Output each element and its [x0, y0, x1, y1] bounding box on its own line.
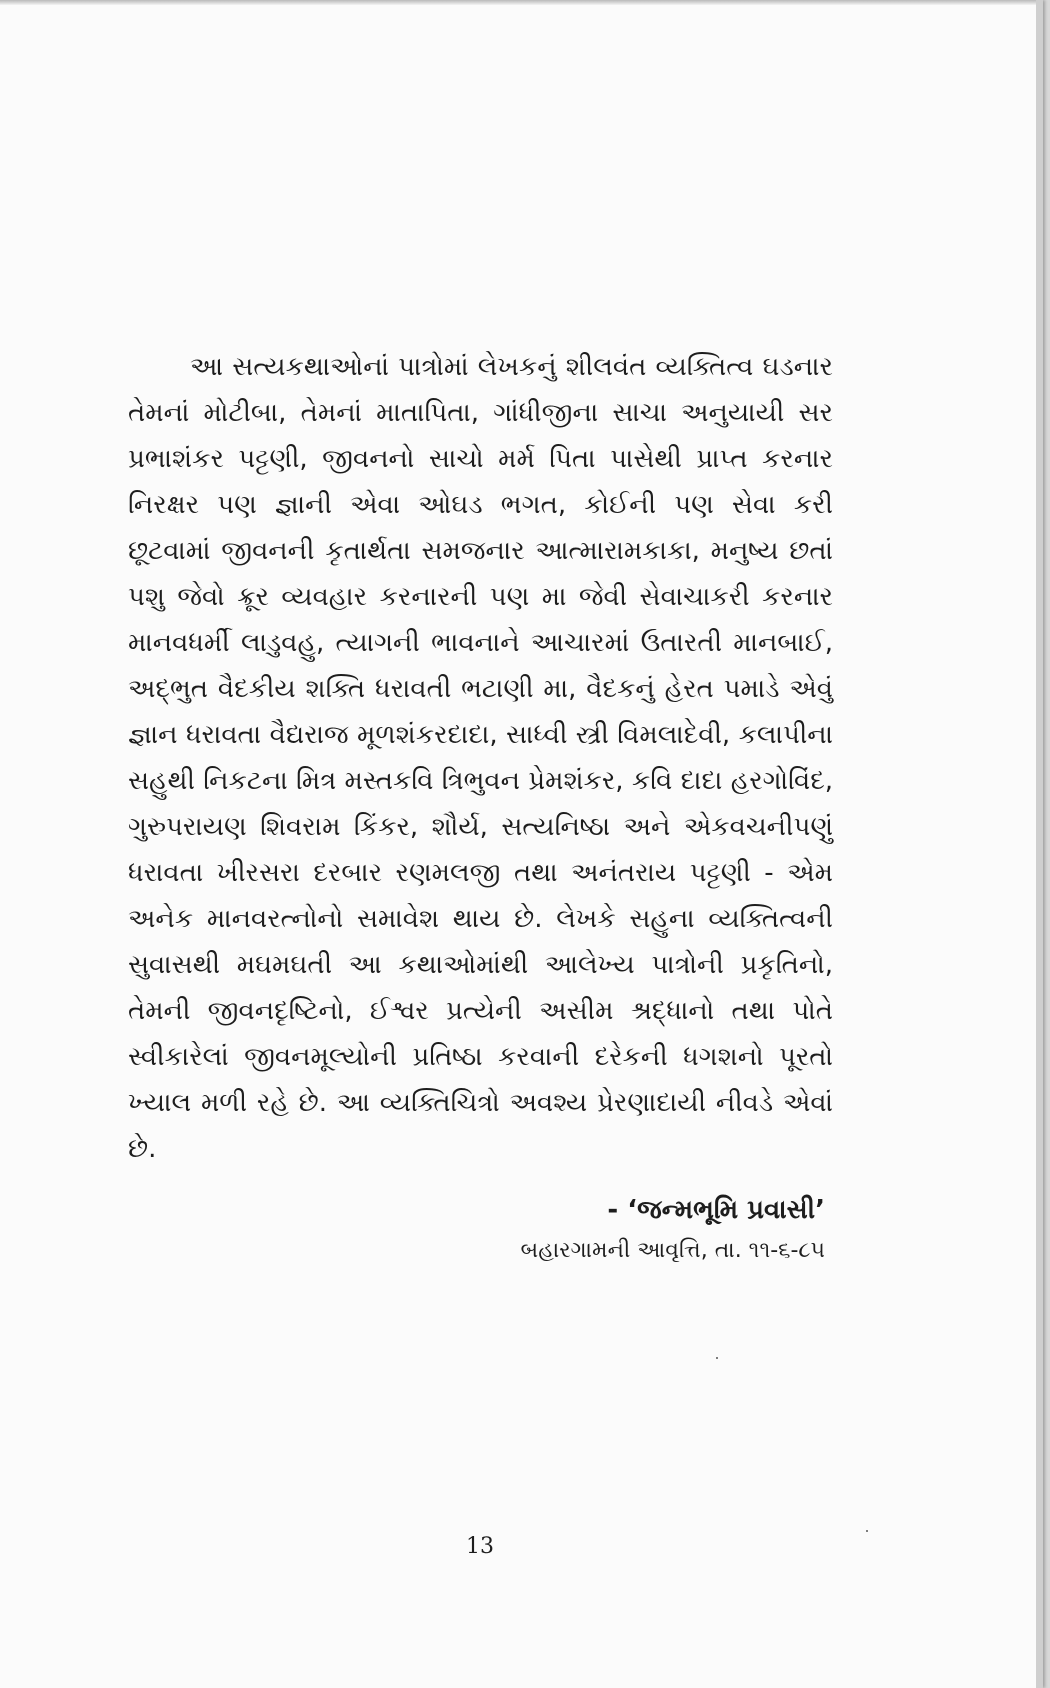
attribution-block — [521, 1190, 825, 1270]
page-number: 13 — [466, 1534, 494, 1559]
scan-speck — [866, 1530, 868, 1532]
attribution-edition: બહારગામની આવૃત્તિ, તા. ૧૧-૬-૮૫ — [520, 1238, 825, 1263]
attribution-signature: - ‘જન્મભૂમિ પ્રવાસી’ — [607, 1195, 825, 1225]
body-paragraph: આ સત્યકથાઓનાં પાત્રોમાં લેખકનું શીલવંત વ્યક્તિત્વ ઘડનાર તેમનાં મોટીબા, તેમનાં માતાપિતા, ગાંધીજીના સાચા અનુયાયી સર પ્રભાશંકર પટ્ટણી, જીવનનો સાચો મર્મ પિતા પાસેથી પ્રાપ્ત કરનાર નિરક્ષર પણ જ્ઞાની એવા ઓઘડ ભગત, કોઈની પણ સેવા કરી છૂટવામાં જીવનની કૃતાર્થતા સમજનાર આત્મારામકાકા, મનુષ્ય છતાં પશુ જેવો ક્રૂર વ્યવહાર કરનારની પણ મા જેવી સેવાચાકરી કરનાર માનવધર્મી લાડુવહુ, ત્યાગની ભાવનાને આચારમાં ઉતારતી માનબાઈ, અદ્ભુત વૈદકીય શક્તિ ધરાવતી ભટાણી મા, વૈદકનું હેરત પમાડે એવું જ્ઞાન ધરાવતા વૈદ્યરાજ મૂળશંકરદાદા, સાધ્વી સ્ત્રી વિમલાદેવી, કલાપીના સહુથી નિકટના મિત્ર મસ્તકવિ ત્રિભુવન પ્રેમશંકર, કવિ દાદા હરગોવિંદ, ગુરુપરાયણ શિવરામ કિંકર, શૌર્ય, સત્યનિષ્ઠા અને એકવચનીપણું ધરાવતા ખીરસરા દરબાર રણમલજી તથા અનંતરાય પટ્ટણી - એમ અનેક માનવરત્નોનો સમાવેશ થાય છે. લેખકે સહુના વ્યક્તિત્વની સુવાસથી મઘમઘતી આ કથાઓમાંથી આલેખ્ય પાત્રોની પ્રકૃતિનો, તેમની જીવનદૃષ્ટિનો, ઈશ્વર પ્રત્યેની અસીમ શ્રદ્ધાનો તથા પોતે સ્વીકારેલાં જીવનમૂલ્યોની પ્રતિષ્ઠા કરવાની દરેકની ધગશનો પૂરતો ખ્યાલ મળી રહે છે. આ વ્યક્તિચિત્રો અવશ્ય પ્રેરણાદાયી નીવડે એવાં છે. — [128, 352, 833, 1164]
scan-speck — [716, 1357, 718, 1359]
page-top-edge — [0, 0, 1043, 5]
page-right-edge — [1036, 0, 1043, 1688]
